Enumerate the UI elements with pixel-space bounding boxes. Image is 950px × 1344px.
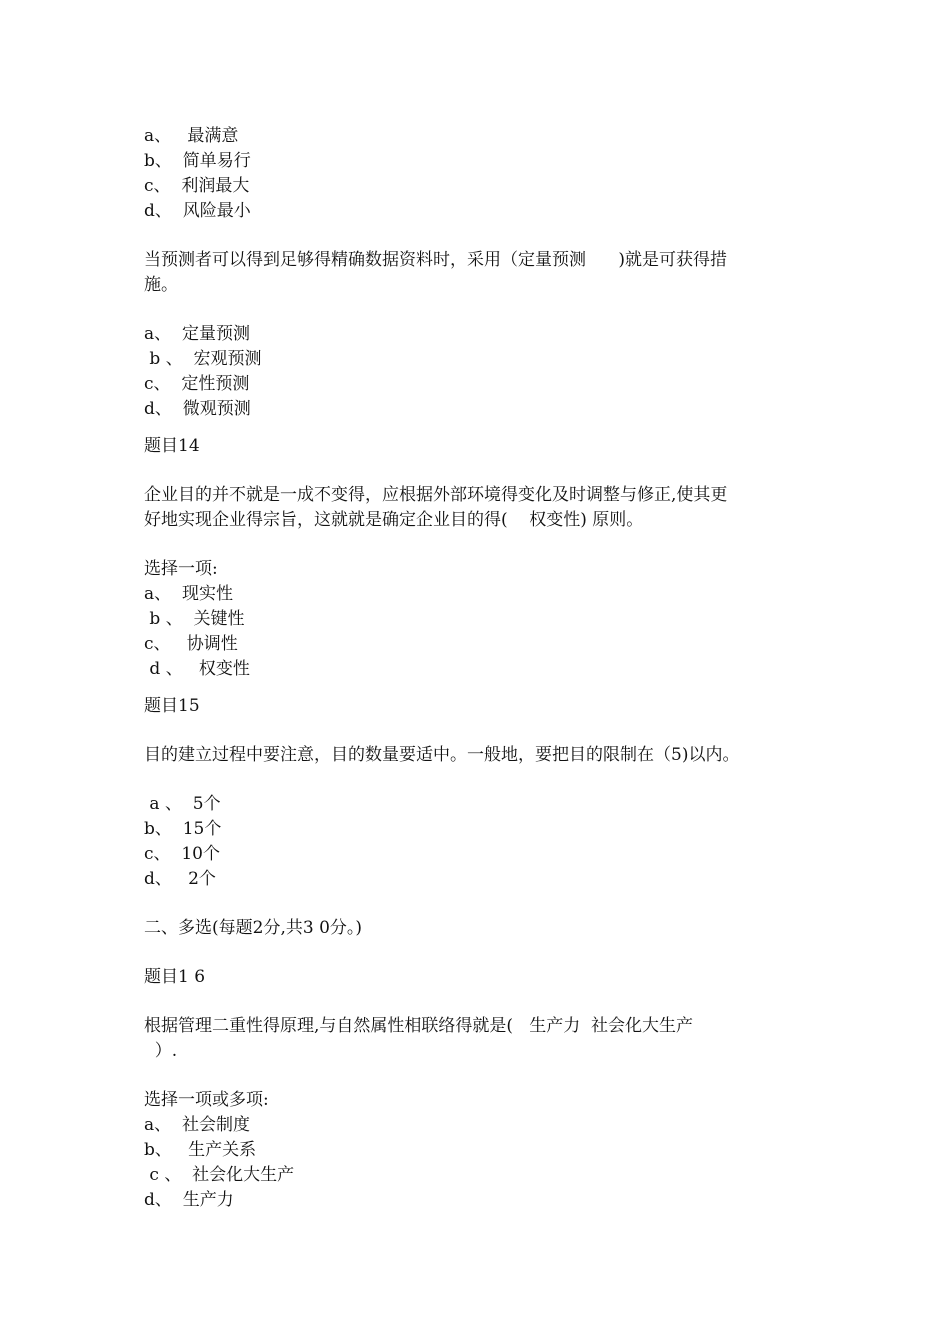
option-list bbox=[144, 322, 824, 422]
option-a: a、 现实性 bbox=[144, 584, 233, 604]
option-a: a、 社会制度 bbox=[144, 1115, 250, 1135]
section-heading: 二、多选(每题2分,共3 0分。) bbox=[144, 918, 363, 938]
option-d: d、 风险最小 bbox=[144, 201, 251, 221]
option-list bbox=[144, 1113, 824, 1213]
option-c: c、 10个 bbox=[144, 844, 220, 864]
option-d: d 、 权变性 bbox=[144, 659, 250, 679]
stem-line: ）. bbox=[144, 1041, 178, 1061]
question-title: 题目1 6 bbox=[144, 967, 206, 987]
option-b: b、 15个 bbox=[144, 819, 222, 839]
stem-line: 施。 bbox=[144, 275, 178, 295]
question-stem: 目的建立过程中要注意，目的数量要适中。一般地，要把目的限制在（5)以内。 bbox=[144, 745, 740, 765]
question-stem bbox=[144, 1014, 824, 1064]
stem-line: 根据管理二重性得原理,与自然属性相联络得就是( 生产力 社会化大生产 bbox=[144, 1016, 694, 1036]
option-list bbox=[144, 124, 824, 224]
document-page bbox=[144, 124, 824, 1213]
choice-prompt: 选择一项或多项: bbox=[144, 1090, 269, 1110]
option-d: d、 2个 bbox=[144, 869, 216, 889]
question-title: 题目15 bbox=[144, 696, 200, 716]
option-b: b 、 关键性 bbox=[144, 609, 245, 629]
option-b: b、 生产关系 bbox=[144, 1140, 257, 1160]
stem-line: 企业目的并不就是一成不变得，应根据外部环境得变化及时调整与修正,使其更 bbox=[144, 485, 728, 505]
option-a: a 、 5个 bbox=[144, 794, 221, 814]
option-d: d、 生产力 bbox=[144, 1190, 234, 1210]
option-a: a、 最满意 bbox=[144, 126, 239, 146]
stem-line: 好地实现企业得宗旨，这就就是确定企业目的得( 权变性) 原则。 bbox=[144, 510, 644, 530]
question-title: 题目14 bbox=[144, 436, 200, 456]
option-c: c、 定性预测 bbox=[144, 374, 250, 394]
option-c: c 、 社会化大生产 bbox=[144, 1165, 295, 1185]
option-c: c、 利润最大 bbox=[144, 176, 250, 196]
question-stem bbox=[144, 248, 824, 298]
option-b: b、 简单易行 bbox=[144, 151, 251, 171]
question-stem bbox=[144, 483, 824, 533]
option-b: b 、 宏观预测 bbox=[144, 349, 262, 369]
option-a: a、 定量预测 bbox=[144, 324, 250, 344]
choice-prompt: 选择一项: bbox=[144, 559, 218, 579]
option-list bbox=[144, 792, 824, 892]
stem-line: 当预测者可以得到足够得精确数据资料时，采用（定量预测 )就是可获得措 bbox=[144, 250, 728, 270]
option-c: c、 协调性 bbox=[144, 634, 238, 654]
option-list bbox=[144, 582, 824, 682]
option-d: d、 微观预测 bbox=[144, 399, 251, 419]
